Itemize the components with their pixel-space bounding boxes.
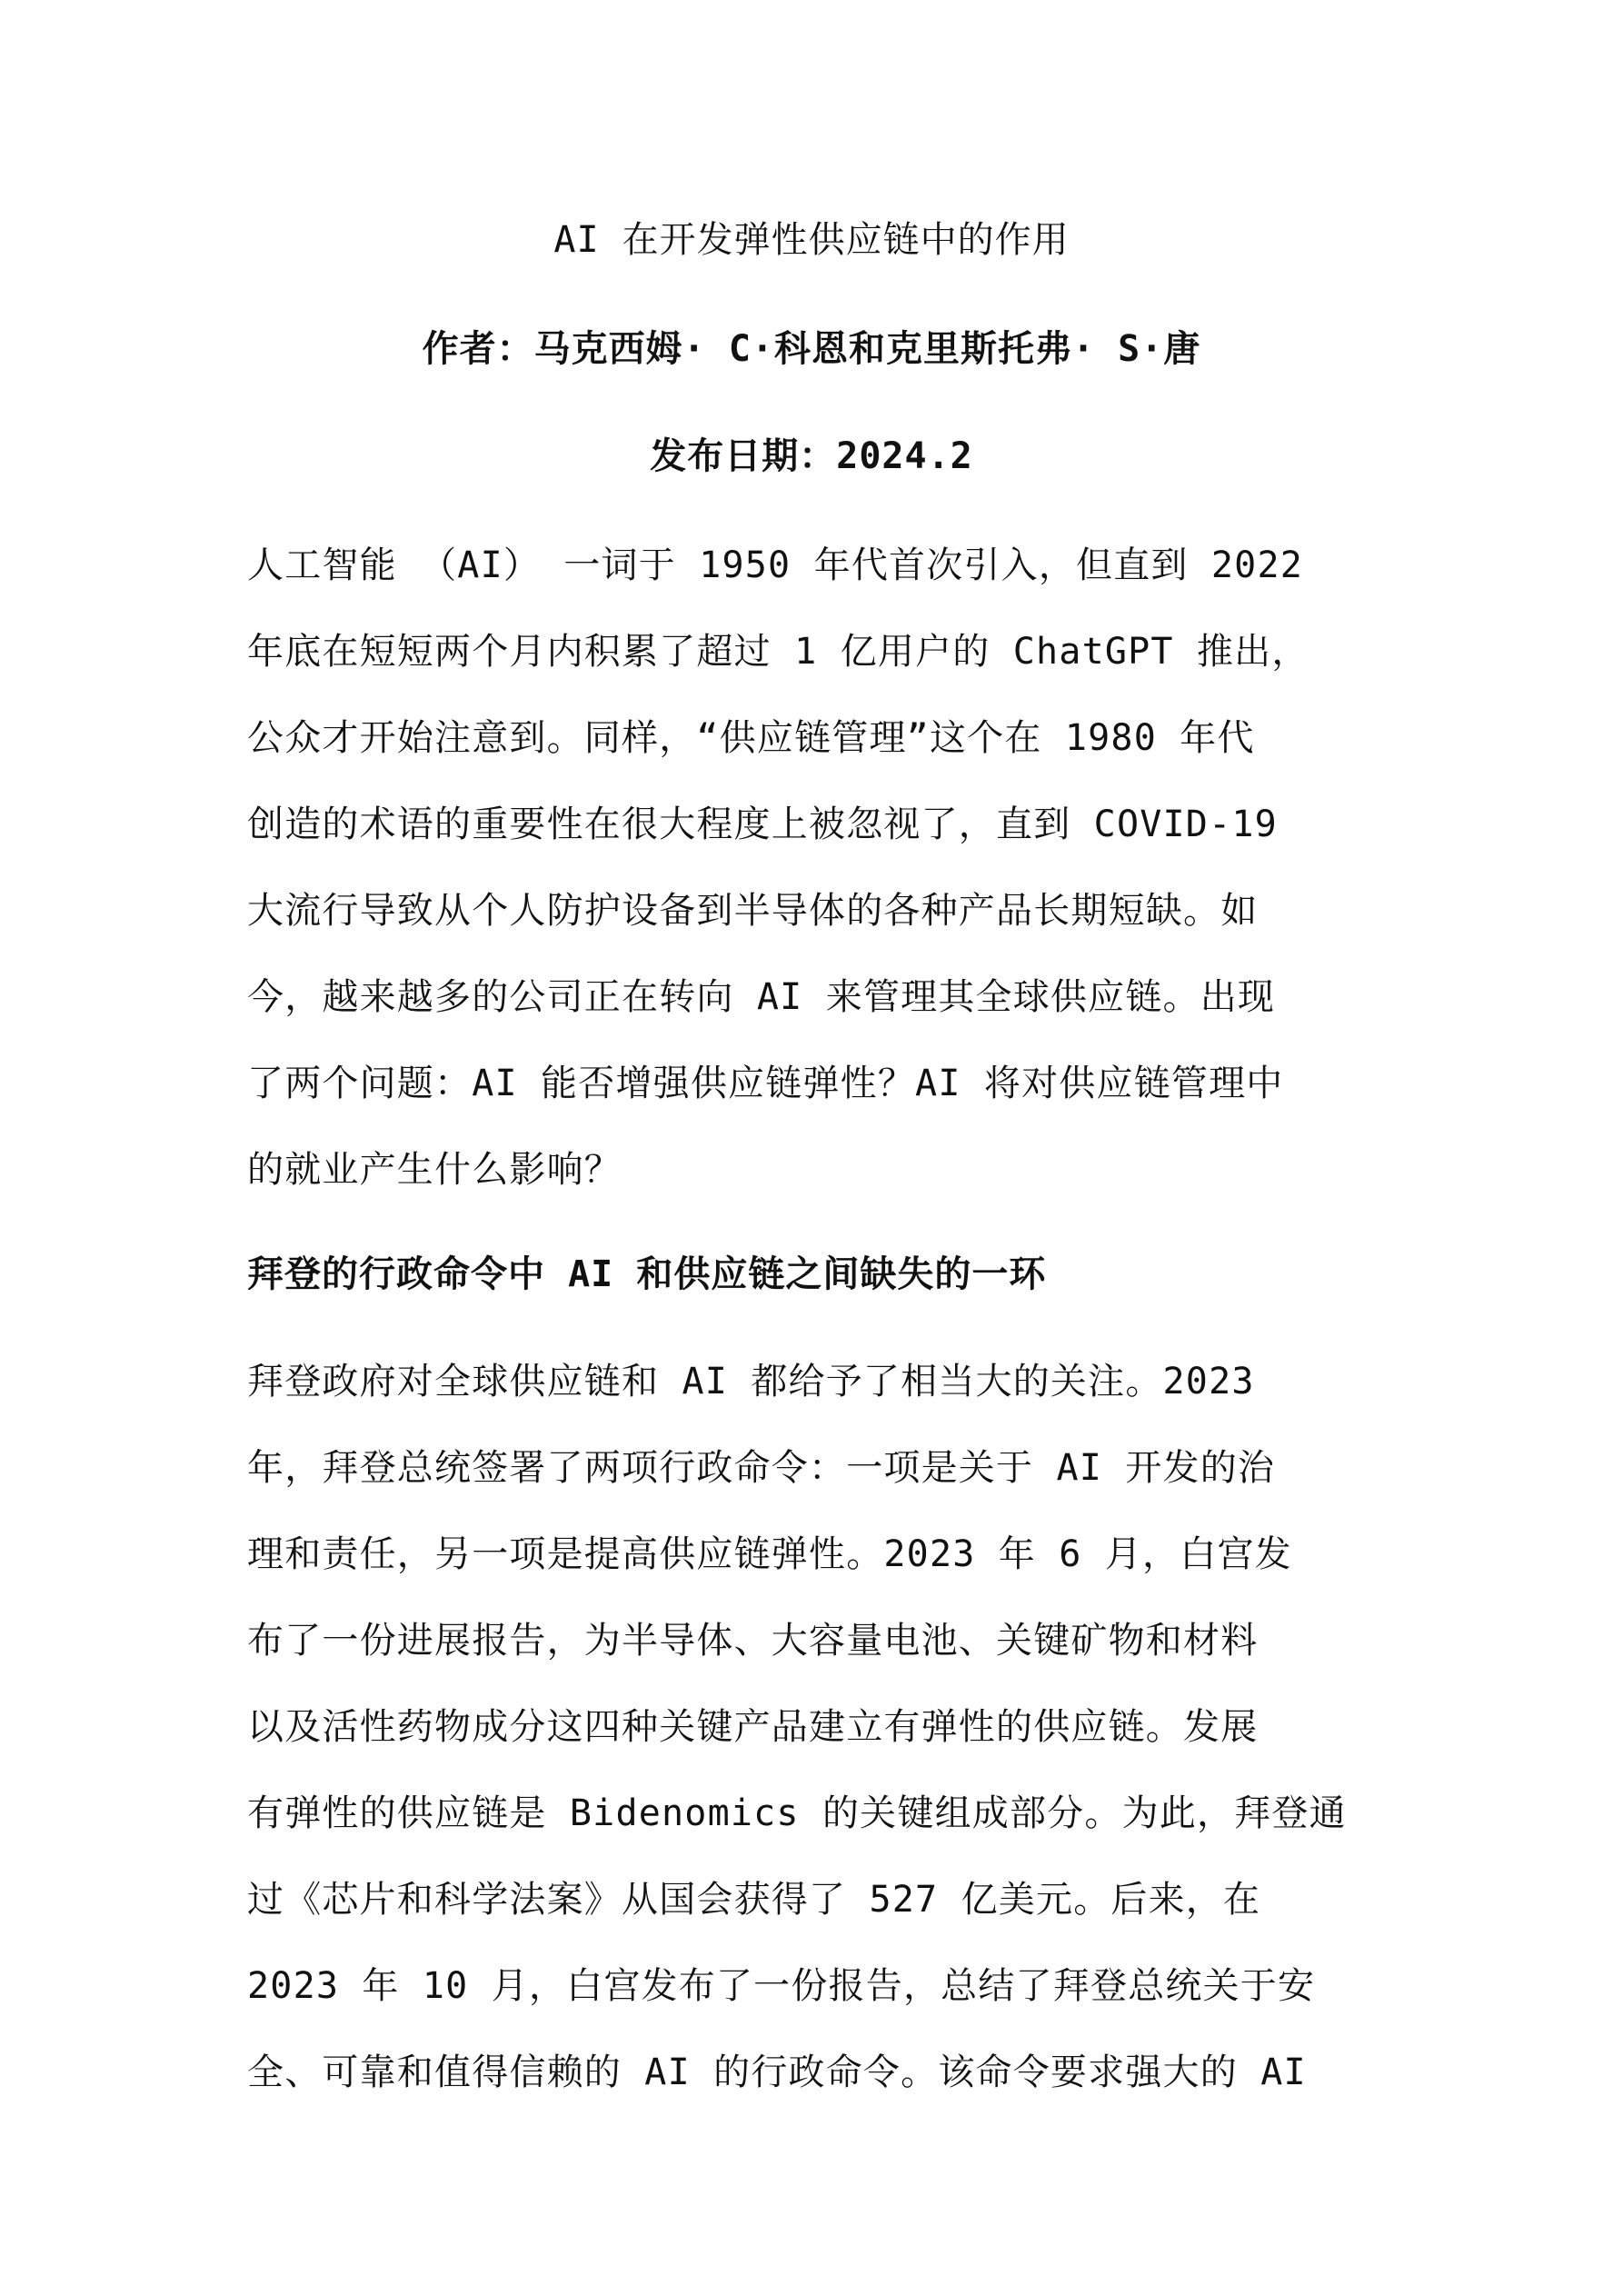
paragraph-line: 过《芯片和科学法案》从国会获得了 527 亿美元。后来，在 xyxy=(247,1879,1261,1921)
paragraph-line: 拜登政府对全球供应链和 AI 都给予了相当大的关注。2023 xyxy=(247,1361,1255,1403)
paragraph-line: 的就业产生什么影响？ xyxy=(247,1149,622,1191)
paragraph-line: 理和责任，另一项是提高供应链弹性。2023 年 6 月，白宫发 xyxy=(247,1533,1292,1575)
document-date: 发布日期：2024.2 xyxy=(650,435,973,477)
document-authors: 作者：马克西姆· C·科恩和克里斯托弗· S·唐 xyxy=(422,328,1201,370)
paragraph-line: 全、可靠和值得信赖的 AI 的行政命令。该命令要求强大的 AI xyxy=(247,2051,1307,2093)
document-title: AI 在开发弹性供应链中的作用 xyxy=(553,219,1070,261)
section-heading: 拜登的行政命令中 AI 和供应链之间缺失的一环 xyxy=(247,1253,1047,1295)
paragraph-line: 人工智能 （AI） 一词于 1950 年代首次引入，但直到 2022 xyxy=(247,544,1304,586)
paragraph-line: 今，越来越多的公司正在转向 AI 来管理其全球供应链。出现 xyxy=(247,976,1276,1018)
paragraph-intro xyxy=(247,544,1383,1234)
paragraph-executive-orders xyxy=(247,1360,1383,2137)
paragraph-line: 了两个问题：AI 能否增强供应链弹性？AI 将对供应链管理中 xyxy=(247,1063,1284,1104)
paragraph-line: 大流行导致从个人防护设备到半导体的各种产品长期短缺。如 xyxy=(247,890,1259,932)
paragraph-line: 以及活性药物成分这四种关键产品建立有弹性的供应链。发展 xyxy=(247,1706,1259,1748)
paragraph-line: 年，拜登总统签署了两项行政命令：一项是关于 AI 开发的治 xyxy=(247,1447,1276,1489)
paragraph-line: 布了一份进展报告，为半导体、大容量电池、关键矿物和材料 xyxy=(247,1620,1259,1662)
paragraph-line: 有弹性的供应链是 Bidenomics 的关键组成部分。为此，拜登通 xyxy=(247,1792,1347,1834)
paragraph-line: 年底在短短两个月内积累了超过 1 亿用户的 ChatGPT 推出， xyxy=(247,631,1309,673)
paragraph-line: 创造的术语的重要性在很大程度上被忽视了，直到 COVID-19 xyxy=(247,804,1278,845)
paragraph-line: 2023 年 10 月，白宫发布了一份报告，总结了拜登总统关于安 xyxy=(247,1965,1316,2007)
paragraph-line: 公众才开始注意到。同样，“供应链管理”这个在 1980 年代 xyxy=(247,717,1255,759)
